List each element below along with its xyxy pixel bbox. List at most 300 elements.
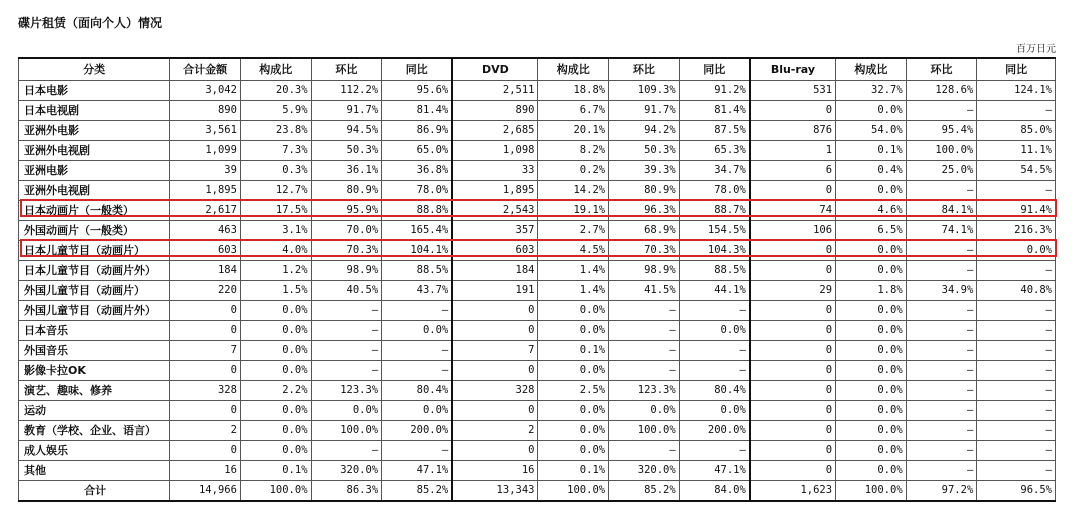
- value-cell: 0.0%: [240, 441, 311, 461]
- value-cell: 16: [452, 461, 538, 481]
- category-cell: 亚洲电影: [19, 161, 170, 181]
- value-cell: 123.3%: [311, 381, 382, 401]
- value-cell: —: [311, 321, 382, 341]
- value-cell: 0: [170, 321, 241, 341]
- value-cell: —: [382, 301, 453, 321]
- value-cell: 200.0%: [382, 421, 453, 441]
- value-cell: 1.4%: [538, 281, 609, 301]
- value-cell: 70.3%: [311, 241, 382, 261]
- value-cell: 2,685: [452, 121, 538, 141]
- value-cell: 18.8%: [538, 81, 609, 101]
- value-cell: —: [609, 321, 680, 341]
- value-cell: 0.1%: [836, 141, 907, 161]
- value-cell: 39: [170, 161, 241, 181]
- value-cell: —: [906, 261, 977, 281]
- value-cell: 0: [170, 301, 241, 321]
- value-cell: 0.0%: [836, 421, 907, 441]
- column-header: DVD: [452, 58, 538, 81]
- value-cell: 0.1%: [538, 461, 609, 481]
- value-cell: 78.0%: [382, 181, 453, 201]
- value-cell: —: [906, 441, 977, 461]
- value-cell: 65.3%: [679, 141, 750, 161]
- value-cell: 70.3%: [609, 241, 680, 261]
- value-cell: —: [906, 461, 977, 481]
- table-row: [19, 81, 1056, 101]
- total-row: [19, 481, 1056, 502]
- table-row: [19, 321, 1056, 341]
- value-cell: 0.0%: [836, 321, 907, 341]
- value-cell: 0.0%: [311, 401, 382, 421]
- value-cell: 0.0%: [538, 301, 609, 321]
- value-cell: 128.6%: [906, 81, 977, 101]
- value-cell: 0.2%: [538, 161, 609, 181]
- value-cell: 0: [750, 381, 836, 401]
- column-header: 同比: [977, 58, 1056, 81]
- value-cell: 0.0%: [240, 341, 311, 361]
- value-cell: 98.9%: [609, 261, 680, 281]
- category-cell: 外国儿童节目（动画片外）: [19, 301, 170, 321]
- value-cell: 876: [750, 121, 836, 141]
- value-cell: 0.0%: [538, 361, 609, 381]
- value-cell: —: [977, 301, 1056, 321]
- value-cell: 531: [750, 81, 836, 101]
- value-cell: —: [311, 441, 382, 461]
- value-cell: 100.0%: [836, 481, 907, 502]
- category-cell: 运动: [19, 401, 170, 421]
- value-cell: 78.0%: [679, 181, 750, 201]
- value-cell: —: [906, 181, 977, 201]
- value-cell: 0: [750, 241, 836, 261]
- value-cell: 112.2%: [311, 81, 382, 101]
- value-cell: 88.5%: [382, 261, 453, 281]
- category-cell: 亚洲外电视剧: [19, 181, 170, 201]
- table-row: [19, 181, 1056, 201]
- value-cell: 2: [452, 421, 538, 441]
- value-cell: 0.3%: [240, 161, 311, 181]
- value-cell: 87.5%: [679, 121, 750, 141]
- value-cell: 0.0%: [538, 421, 609, 441]
- category-cell: 亚洲外电影: [19, 121, 170, 141]
- value-cell: 104.3%: [679, 241, 750, 261]
- column-header: 同比: [679, 58, 750, 81]
- value-cell: 91.2%: [679, 81, 750, 101]
- column-header: 分类: [19, 58, 170, 81]
- value-cell: 0.0%: [609, 401, 680, 421]
- value-cell: 50.3%: [311, 141, 382, 161]
- value-cell: 104.1%: [382, 241, 453, 261]
- value-cell: 80.9%: [609, 181, 680, 201]
- value-cell: 6.7%: [538, 101, 609, 121]
- value-cell: 0.0%: [836, 441, 907, 461]
- value-cell: 0: [750, 361, 836, 381]
- value-cell: —: [382, 341, 453, 361]
- value-cell: 0.4%: [836, 161, 907, 181]
- table-row: [19, 301, 1056, 321]
- value-cell: 0: [452, 301, 538, 321]
- value-cell: 320.0%: [311, 461, 382, 481]
- value-cell: 54.5%: [977, 161, 1056, 181]
- value-cell: 65.0%: [382, 141, 453, 161]
- value-cell: 2: [170, 421, 241, 441]
- value-cell: —: [977, 461, 1056, 481]
- value-cell: 1,098: [452, 141, 538, 161]
- value-cell: 84.1%: [906, 201, 977, 221]
- value-cell: —: [977, 361, 1056, 381]
- value-cell: 184: [170, 261, 241, 281]
- table-row: [19, 441, 1056, 461]
- table-row: [19, 141, 1056, 161]
- category-cell: 日本音乐: [19, 321, 170, 341]
- value-cell: —: [609, 341, 680, 361]
- value-cell: 0.0%: [538, 441, 609, 461]
- value-cell: 85.0%: [977, 121, 1056, 141]
- value-cell: —: [906, 301, 977, 321]
- table-row: [19, 241, 1056, 261]
- value-cell: —: [977, 321, 1056, 341]
- value-cell: —: [311, 341, 382, 361]
- value-cell: 109.3%: [609, 81, 680, 101]
- category-cell: 外国儿童节目（动画片）: [19, 281, 170, 301]
- column-header: 环比: [906, 58, 977, 81]
- column-header: 构成比: [836, 58, 907, 81]
- value-cell: 2.2%: [240, 381, 311, 401]
- value-cell: 6: [750, 161, 836, 181]
- category-cell: 日本电影: [19, 81, 170, 101]
- value-cell: 603: [170, 241, 241, 261]
- value-cell: 4.0%: [240, 241, 311, 261]
- value-cell: 0.0%: [836, 261, 907, 281]
- value-cell: 98.9%: [311, 261, 382, 281]
- value-cell: 0.0%: [679, 321, 750, 341]
- value-cell: 1: [750, 141, 836, 161]
- column-header: 构成比: [240, 58, 311, 81]
- value-cell: 0.0%: [836, 101, 907, 121]
- value-cell: —: [609, 361, 680, 381]
- value-cell: 40.8%: [977, 281, 1056, 301]
- value-cell: 320.0%: [609, 461, 680, 481]
- category-cell: 影像卡拉OK: [19, 361, 170, 381]
- value-cell: 74.1%: [906, 221, 977, 241]
- value-cell: 91.7%: [609, 101, 680, 121]
- column-header: 环比: [311, 58, 382, 81]
- value-cell: 47.1%: [679, 461, 750, 481]
- value-cell: 0.0%: [836, 461, 907, 481]
- value-cell: 0: [750, 421, 836, 441]
- value-cell: 106: [750, 221, 836, 241]
- value-cell: 85.2%: [609, 481, 680, 502]
- value-cell: 0.0%: [836, 361, 907, 381]
- value-cell: 25.0%: [906, 161, 977, 181]
- column-header: 合计金额: [170, 58, 241, 81]
- table-row: [19, 341, 1056, 361]
- value-cell: 1.8%: [836, 281, 907, 301]
- value-cell: 3,561: [170, 121, 241, 141]
- value-cell: 80.4%: [679, 381, 750, 401]
- category-cell: 外国音乐: [19, 341, 170, 361]
- value-cell: 40.5%: [311, 281, 382, 301]
- value-cell: —: [977, 381, 1056, 401]
- value-cell: 0.0%: [836, 181, 907, 201]
- value-cell: 39.3%: [609, 161, 680, 181]
- value-cell: 165.4%: [382, 221, 453, 241]
- value-cell: 603: [452, 241, 538, 261]
- value-cell: 0.1%: [538, 341, 609, 361]
- table-title: 碟片租赁（面向个人）情况: [18, 16, 163, 30]
- value-cell: 200.0%: [679, 421, 750, 441]
- value-cell: —: [906, 361, 977, 381]
- value-cell: 0: [750, 101, 836, 121]
- value-cell: —: [906, 101, 977, 121]
- value-cell: 94.5%: [311, 121, 382, 141]
- value-cell: 1,099: [170, 141, 241, 161]
- value-cell: 0.0%: [240, 421, 311, 441]
- value-cell: 7.3%: [240, 141, 311, 161]
- category-cell: 合计: [19, 481, 170, 502]
- value-cell: 86.3%: [311, 481, 382, 502]
- value-cell: 36.8%: [382, 161, 453, 181]
- value-cell: 0: [452, 361, 538, 381]
- value-cell: —: [382, 361, 453, 381]
- value-cell: 0: [750, 181, 836, 201]
- value-cell: 1.5%: [240, 281, 311, 301]
- value-cell: 890: [452, 101, 538, 121]
- value-cell: 328: [452, 381, 538, 401]
- rental-table: [18, 57, 1056, 502]
- value-cell: 1,895: [452, 181, 538, 201]
- value-cell: 0: [750, 321, 836, 341]
- value-cell: 0.0%: [240, 321, 311, 341]
- table-row: [19, 261, 1056, 281]
- value-cell: 0: [170, 361, 241, 381]
- value-cell: 17.5%: [240, 201, 311, 221]
- value-cell: 95.6%: [382, 81, 453, 101]
- value-cell: 85.2%: [382, 481, 453, 502]
- value-cell: 13,343: [452, 481, 538, 502]
- value-cell: 23.8%: [240, 121, 311, 141]
- value-cell: 88.7%: [679, 201, 750, 221]
- value-cell: 328: [170, 381, 241, 401]
- value-cell: 463: [170, 221, 241, 241]
- value-cell: 43.7%: [382, 281, 453, 301]
- value-cell: 54.0%: [836, 121, 907, 141]
- value-cell: —: [906, 401, 977, 421]
- value-cell: 8.2%: [538, 141, 609, 161]
- table-row: [19, 421, 1056, 441]
- value-cell: 1,895: [170, 181, 241, 201]
- value-cell: 47.1%: [382, 461, 453, 481]
- value-cell: 0: [452, 321, 538, 341]
- value-cell: —: [906, 381, 977, 401]
- value-cell: 2,511: [452, 81, 538, 101]
- value-cell: 16: [170, 461, 241, 481]
- value-cell: 4.6%: [836, 201, 907, 221]
- value-cell: —: [906, 421, 977, 441]
- value-cell: —: [311, 361, 382, 381]
- table-row: [19, 201, 1056, 221]
- value-cell: 97.2%: [906, 481, 977, 502]
- header-row: [19, 58, 1056, 81]
- value-cell: 74: [750, 201, 836, 221]
- value-cell: 0: [750, 461, 836, 481]
- value-cell: 88.8%: [382, 201, 453, 221]
- value-cell: 12.7%: [240, 181, 311, 201]
- value-cell: 0.0%: [538, 321, 609, 341]
- value-cell: 0.0%: [836, 241, 907, 261]
- value-cell: 7: [452, 341, 538, 361]
- value-cell: 0.1%: [240, 461, 311, 481]
- value-cell: 0.0%: [240, 361, 311, 381]
- value-cell: 100.0%: [311, 421, 382, 441]
- category-cell: 亚洲外电视剧: [19, 141, 170, 161]
- value-cell: 100.0%: [240, 481, 311, 502]
- value-cell: 6.5%: [836, 221, 907, 241]
- value-cell: 100.0%: [609, 421, 680, 441]
- value-cell: 3.1%: [240, 221, 311, 241]
- table-row: [19, 281, 1056, 301]
- value-cell: 80.9%: [311, 181, 382, 201]
- value-cell: 0.0%: [240, 301, 311, 321]
- value-cell: —: [679, 361, 750, 381]
- value-cell: 154.5%: [679, 221, 750, 241]
- value-cell: —: [906, 241, 977, 261]
- value-cell: 0.0%: [240, 401, 311, 421]
- value-cell: 0: [750, 401, 836, 421]
- value-cell: —: [977, 341, 1056, 361]
- table-row: [19, 361, 1056, 381]
- value-cell: 0.0%: [382, 321, 453, 341]
- value-cell: 95.9%: [311, 201, 382, 221]
- value-cell: 86.9%: [382, 121, 453, 141]
- value-cell: 68.9%: [609, 221, 680, 241]
- value-cell: —: [906, 341, 977, 361]
- value-cell: 32.7%: [836, 81, 907, 101]
- value-cell: 0.0%: [538, 401, 609, 421]
- value-cell: —: [977, 101, 1056, 121]
- value-cell: 191: [452, 281, 538, 301]
- column-header: 构成比: [538, 58, 609, 81]
- value-cell: 20.3%: [240, 81, 311, 101]
- value-cell: 50.3%: [609, 141, 680, 161]
- value-cell: 94.2%: [609, 121, 680, 141]
- value-cell: 2.7%: [538, 221, 609, 241]
- value-cell: 91.7%: [311, 101, 382, 121]
- value-cell: 124.1%: [977, 81, 1056, 101]
- value-cell: 0: [750, 301, 836, 321]
- value-cell: 4.5%: [538, 241, 609, 261]
- value-cell: 3,042: [170, 81, 241, 101]
- value-cell: 0.0%: [977, 241, 1056, 261]
- table-row: [19, 461, 1056, 481]
- value-cell: 84.0%: [679, 481, 750, 502]
- category-cell: 教育（学校、企业、语言）: [19, 421, 170, 441]
- value-cell: 0: [170, 441, 241, 461]
- value-cell: —: [311, 301, 382, 321]
- table-row: [19, 161, 1056, 181]
- category-cell: 日本动画片（一般类）: [19, 201, 170, 221]
- value-cell: 81.4%: [679, 101, 750, 121]
- table-row: [19, 381, 1056, 401]
- category-cell: 外国动画片（一般类）: [19, 221, 170, 241]
- value-cell: 14,966: [170, 481, 241, 502]
- value-cell: 100.0%: [538, 481, 609, 502]
- table-row: [19, 401, 1056, 421]
- value-cell: —: [609, 301, 680, 321]
- value-cell: 100.0%: [906, 141, 977, 161]
- value-cell: 70.0%: [311, 221, 382, 241]
- value-cell: 2,543: [452, 201, 538, 221]
- value-cell: —: [382, 441, 453, 461]
- value-cell: 14.2%: [538, 181, 609, 201]
- value-cell: 2.5%: [538, 381, 609, 401]
- value-cell: 11.1%: [977, 141, 1056, 161]
- value-cell: 88.5%: [679, 261, 750, 281]
- value-cell: 36.1%: [311, 161, 382, 181]
- category-cell: 日本儿童节目（动画片外）: [19, 261, 170, 281]
- column-header: Blu-ray: [750, 58, 836, 81]
- value-cell: —: [679, 301, 750, 321]
- value-cell: 20.1%: [538, 121, 609, 141]
- value-cell: 1,623: [750, 481, 836, 502]
- value-cell: 0: [170, 401, 241, 421]
- value-cell: 41.5%: [609, 281, 680, 301]
- value-cell: 96.3%: [609, 201, 680, 221]
- column-header: 同比: [382, 58, 453, 81]
- value-cell: —: [906, 321, 977, 341]
- value-cell: 0.0%: [836, 341, 907, 361]
- value-cell: 96.5%: [977, 481, 1056, 502]
- value-cell: 0.0%: [382, 401, 453, 421]
- category-cell: 日本电视剧: [19, 101, 170, 121]
- value-cell: 0: [750, 261, 836, 281]
- value-cell: 1.2%: [240, 261, 311, 281]
- value-cell: 1.4%: [538, 261, 609, 281]
- value-cell: 81.4%: [382, 101, 453, 121]
- value-cell: 5.9%: [240, 101, 311, 121]
- column-header: 环比: [609, 58, 680, 81]
- value-cell: 0: [452, 441, 538, 461]
- value-cell: 29: [750, 281, 836, 301]
- table-row: [19, 221, 1056, 241]
- value-cell: 0.0%: [836, 381, 907, 401]
- value-cell: 34.7%: [679, 161, 750, 181]
- value-cell: 0: [750, 441, 836, 461]
- value-cell: —: [977, 261, 1056, 281]
- unit-label: 百万日元: [1016, 44, 1056, 55]
- value-cell: 0.0%: [836, 301, 907, 321]
- value-cell: 80.4%: [382, 381, 453, 401]
- category-cell: 日本儿童节目（动画片）: [19, 241, 170, 261]
- value-cell: —: [679, 341, 750, 361]
- value-cell: 95.4%: [906, 121, 977, 141]
- value-cell: 0.0%: [836, 401, 907, 421]
- value-cell: 216.3%: [977, 221, 1056, 241]
- value-cell: —: [977, 421, 1056, 441]
- value-cell: —: [609, 441, 680, 461]
- category-cell: 其他: [19, 461, 170, 481]
- value-cell: —: [679, 441, 750, 461]
- value-cell: 0.0%: [679, 401, 750, 421]
- value-cell: 91.4%: [977, 201, 1056, 221]
- value-cell: 7: [170, 341, 241, 361]
- category-cell: 成人娱乐: [19, 441, 170, 461]
- value-cell: 0: [452, 401, 538, 421]
- value-cell: —: [977, 441, 1056, 461]
- value-cell: 0: [750, 341, 836, 361]
- table-row: [19, 101, 1056, 121]
- value-cell: 357: [452, 221, 538, 241]
- category-cell: 演艺、趣味、修养: [19, 381, 170, 401]
- value-cell: 220: [170, 281, 241, 301]
